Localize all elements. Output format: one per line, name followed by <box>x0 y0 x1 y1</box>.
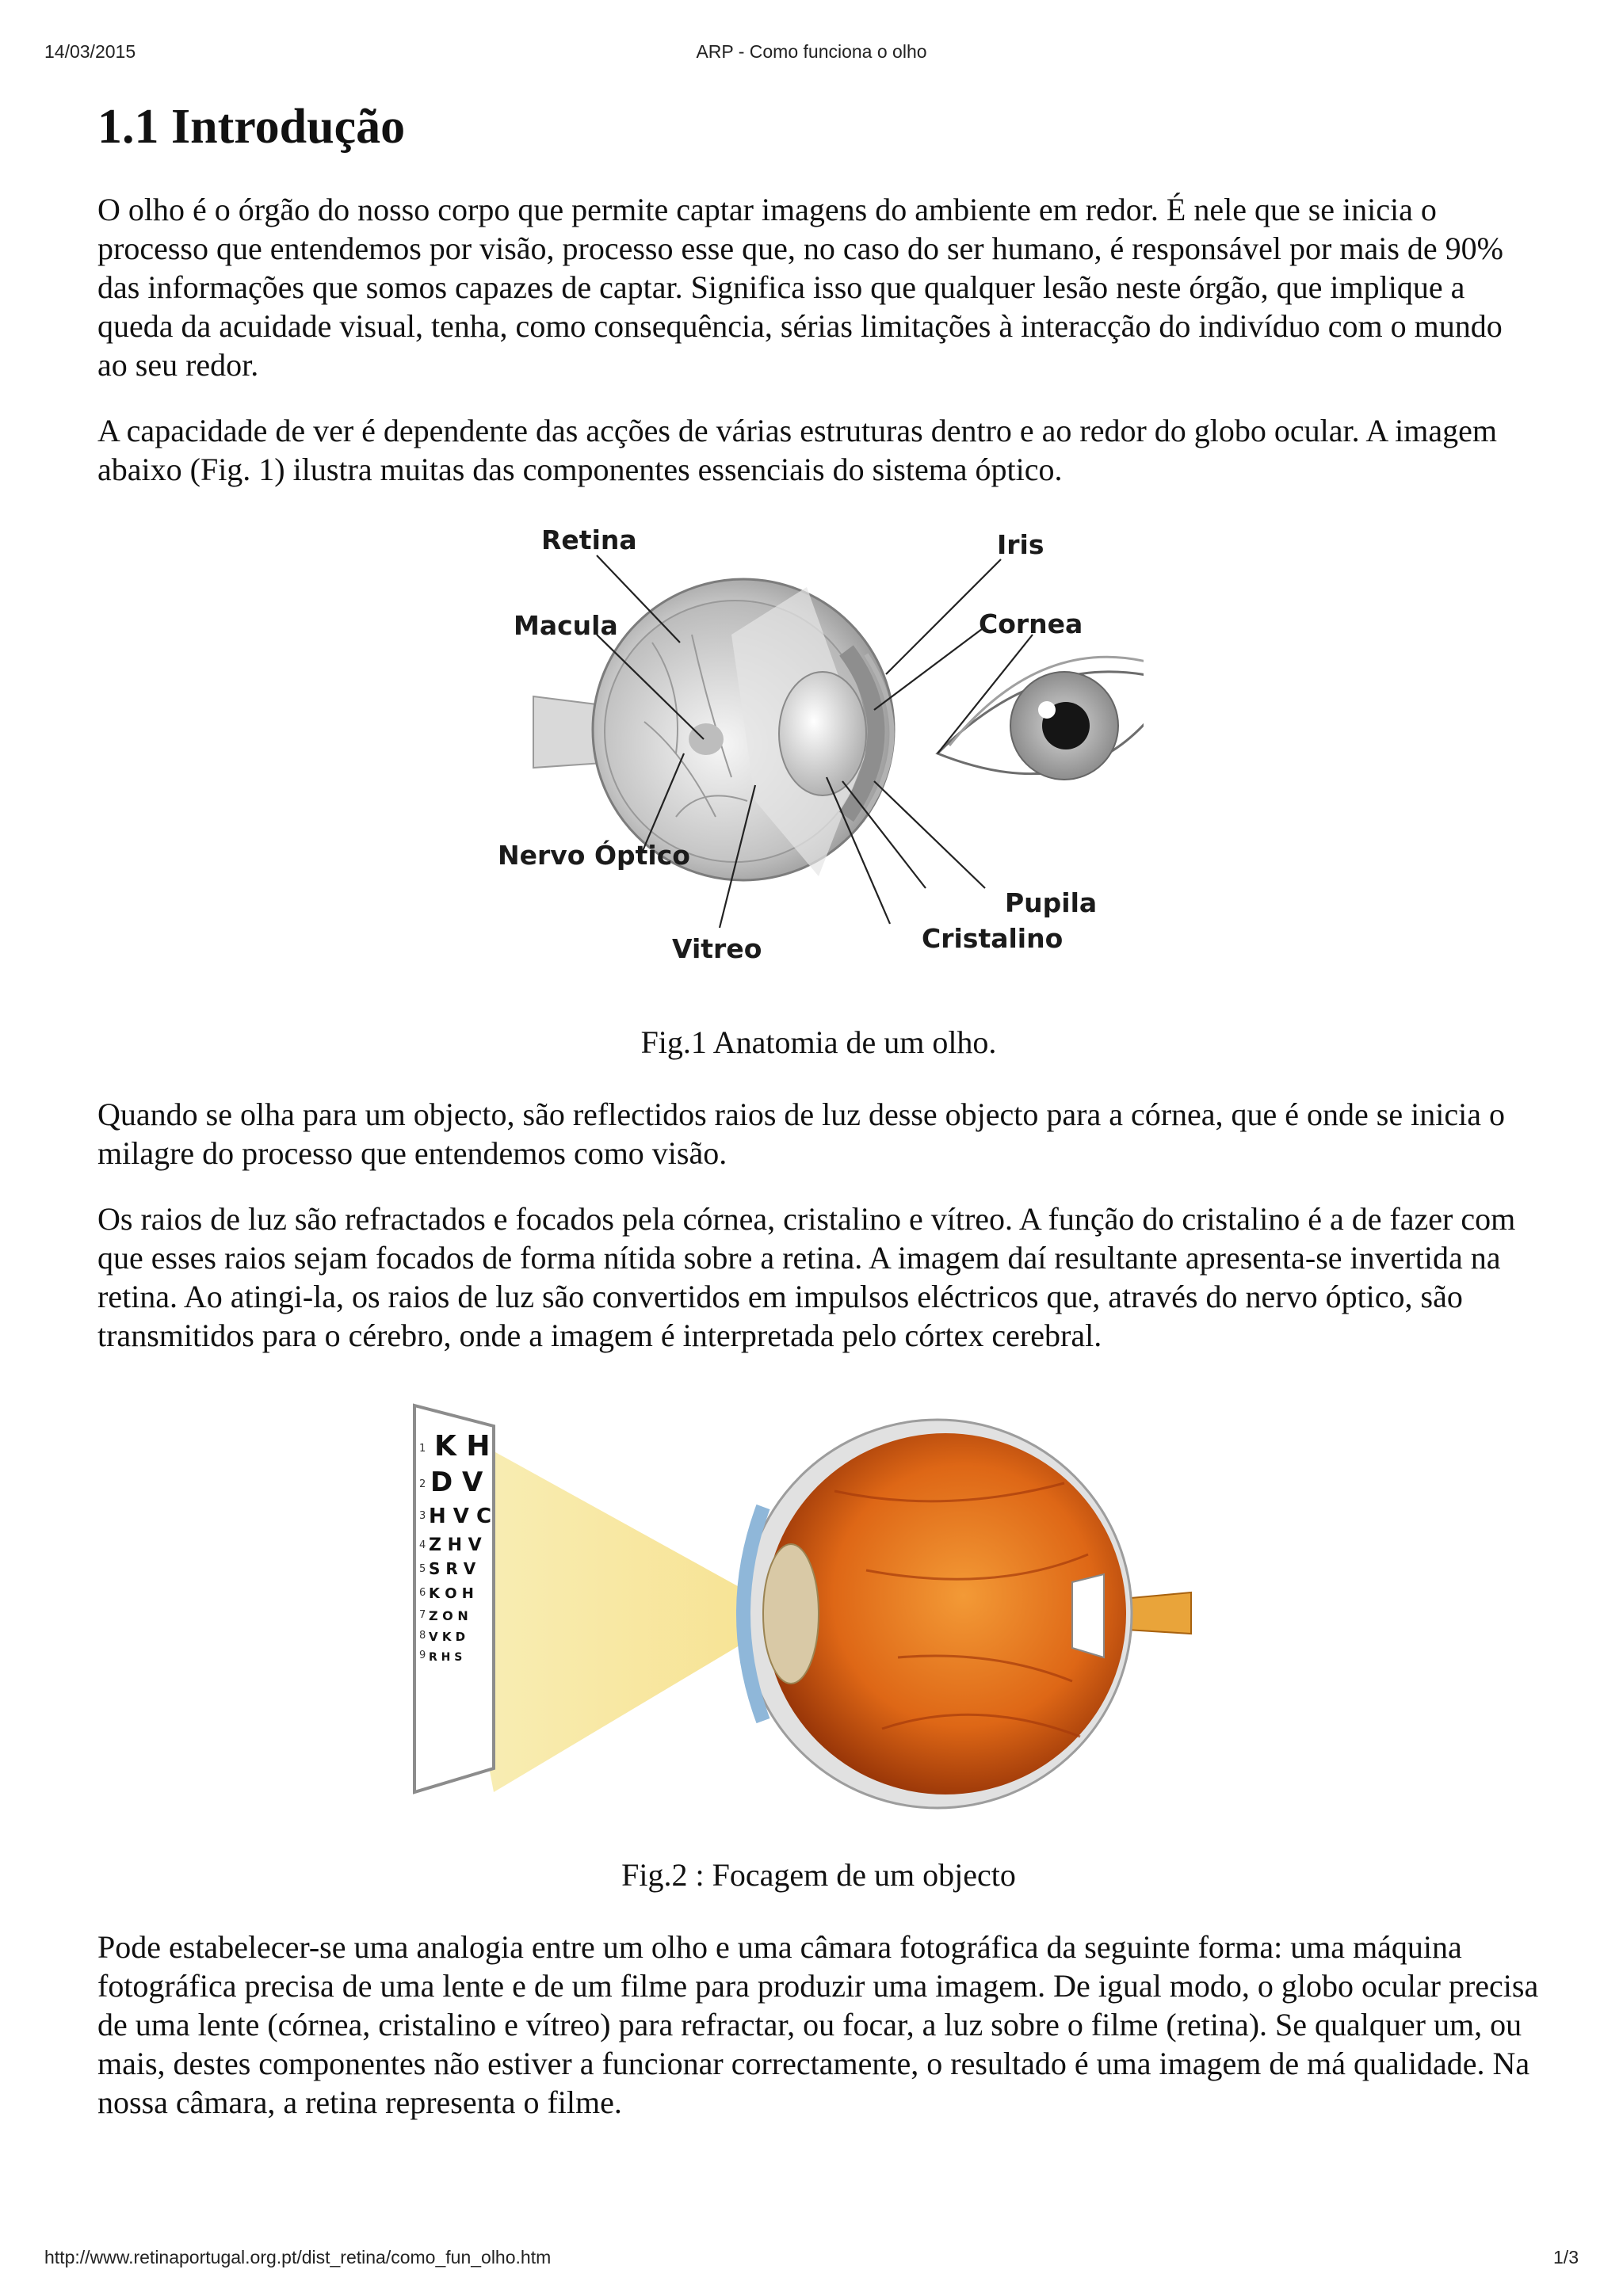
chart-number-9: 9 <box>419 1650 426 1662</box>
figure-1-caption: Fig.1 Anatomia de um olho. <box>640 1024 997 1061</box>
chart-row-5: S R V <box>429 1559 476 1579</box>
eye-focus-figure <box>391 1396 1247 1840</box>
label-optic-nerve: Nervo Óptico <box>498 840 690 871</box>
footer-page-number: 1/3 <box>1553 2247 1579 2267</box>
chart-number-3: 3 <box>419 1510 426 1523</box>
chart-row-6: K O H <box>429 1585 474 1603</box>
chart-row-4: Z H V <box>429 1535 482 1556</box>
chart-row-8: V K D <box>429 1630 466 1645</box>
chart-row-2: D V <box>430 1466 483 1499</box>
paragraph-object: Quando se olha para um objecto, são reflectidos raios de luz desse objecto para a córnea, que é onde se inicia o milagre do processo que entendemos como visão. <box>97 1097 1505 1172</box>
chart-row-1: K H <box>434 1430 491 1463</box>
label-vitreous: Vitreo <box>672 933 762 965</box>
paragraph-camera-analogy: Pode estabelecer-se uma analogia entre um olho e uma câmara fotográfica da seguinte forma: uma máquina fotográfica precisa de uma lente e de um filme para produzir uma imagem. De igual modo, o globo ocular precisa de uma lente (córnea, cristalino e vítreo) para refractar, ou focar, a luz sobre o filme (retina). Se qualquer um, ou mais, destes componentes não estiver a funcionar correctamente, o resultado é uma imagem de má qualidade. Na nossa câmara, a retina representa o filme. <box>97 1929 1539 2121</box>
header-title: ARP - Como funciona o olho <box>696 41 927 62</box>
label-pupil: Pupila <box>1005 887 1098 919</box>
chart-number-5: 5 <box>419 1563 426 1576</box>
label-cornea: Cornea <box>979 608 1083 640</box>
chart-number-7: 7 <box>419 1609 426 1622</box>
document-content <box>97 93 1540 2149</box>
paragraph-refraction: Os raios de luz são refractados e focados pela córnea, cristalino e vítreo. A função do cristalino é a de fazer com que esses raios sejam focados de forma nítida sobre a retina. A imagem daí resultante apresenta-se invertida na retina. Ao atingi-la, os raios de luz são convertidos em impulsos eléctricos que, através do nervo óptico, são transmitidos para o cérebro, onde a imagem é interpretada pelo córtex cerebral. <box>97 1201 1516 1354</box>
chart-number-2: 2 <box>419 1478 426 1491</box>
header-date: 14/03/2015 <box>44 41 136 62</box>
chart-row-9: R H S <box>429 1651 463 1665</box>
figure-2-caption: Fig.2 : Focagem de um objecto <box>621 1857 1016 1894</box>
label-macula: Macula <box>514 610 618 642</box>
external-eye-shape <box>938 657 1144 780</box>
footer-url: http://www.retinaportugal.org.pt/dist_retina/como_fun_olho.htm <box>44 2247 552 2267</box>
eyeball-orange <box>743 1420 1191 1808</box>
page-title: 1.1 Introdução <box>97 100 406 154</box>
eye-anatomy-figure <box>494 516 1144 1007</box>
chart-number-6: 6 <box>419 1587 426 1600</box>
paragraph-structures: A capacidade de ver é dependente das acções de várias estruturas dentro e ao redor do globo ocular. A imagem abaixo (Fig. 1) ilustra muitas das componentes essenciais do sistema óptico. <box>97 413 1497 488</box>
chart-number-4: 4 <box>419 1539 426 1552</box>
label-retina: Retina <box>541 524 637 556</box>
label-lens: Cristalino <box>922 923 1064 955</box>
chart-row-3: H V C <box>429 1505 492 1529</box>
eye-chart <box>414 1405 494 1792</box>
chart-row-7: Z O N <box>429 1608 468 1624</box>
label-iris: Iris <box>997 529 1044 561</box>
chart-number-8: 8 <box>419 1630 426 1642</box>
chart-number-1: 1 <box>419 1443 426 1455</box>
paragraph-intro: O olho é o órgão do nosso corpo que permite captar imagens do ambiente em redor. É nele que se inicia o processo que entendemos por visão, processo esse que, no caso do ser humano, é responsável por mais de 90% das informações que somos capazes de captar. Significa isso que qualquer lesão neste órgão, que implique a queda da acuidade visual, tenha, como consequência, sérias limitações à interacção do indivíduo com o mundo ao seu redor. <box>97 192 1503 383</box>
